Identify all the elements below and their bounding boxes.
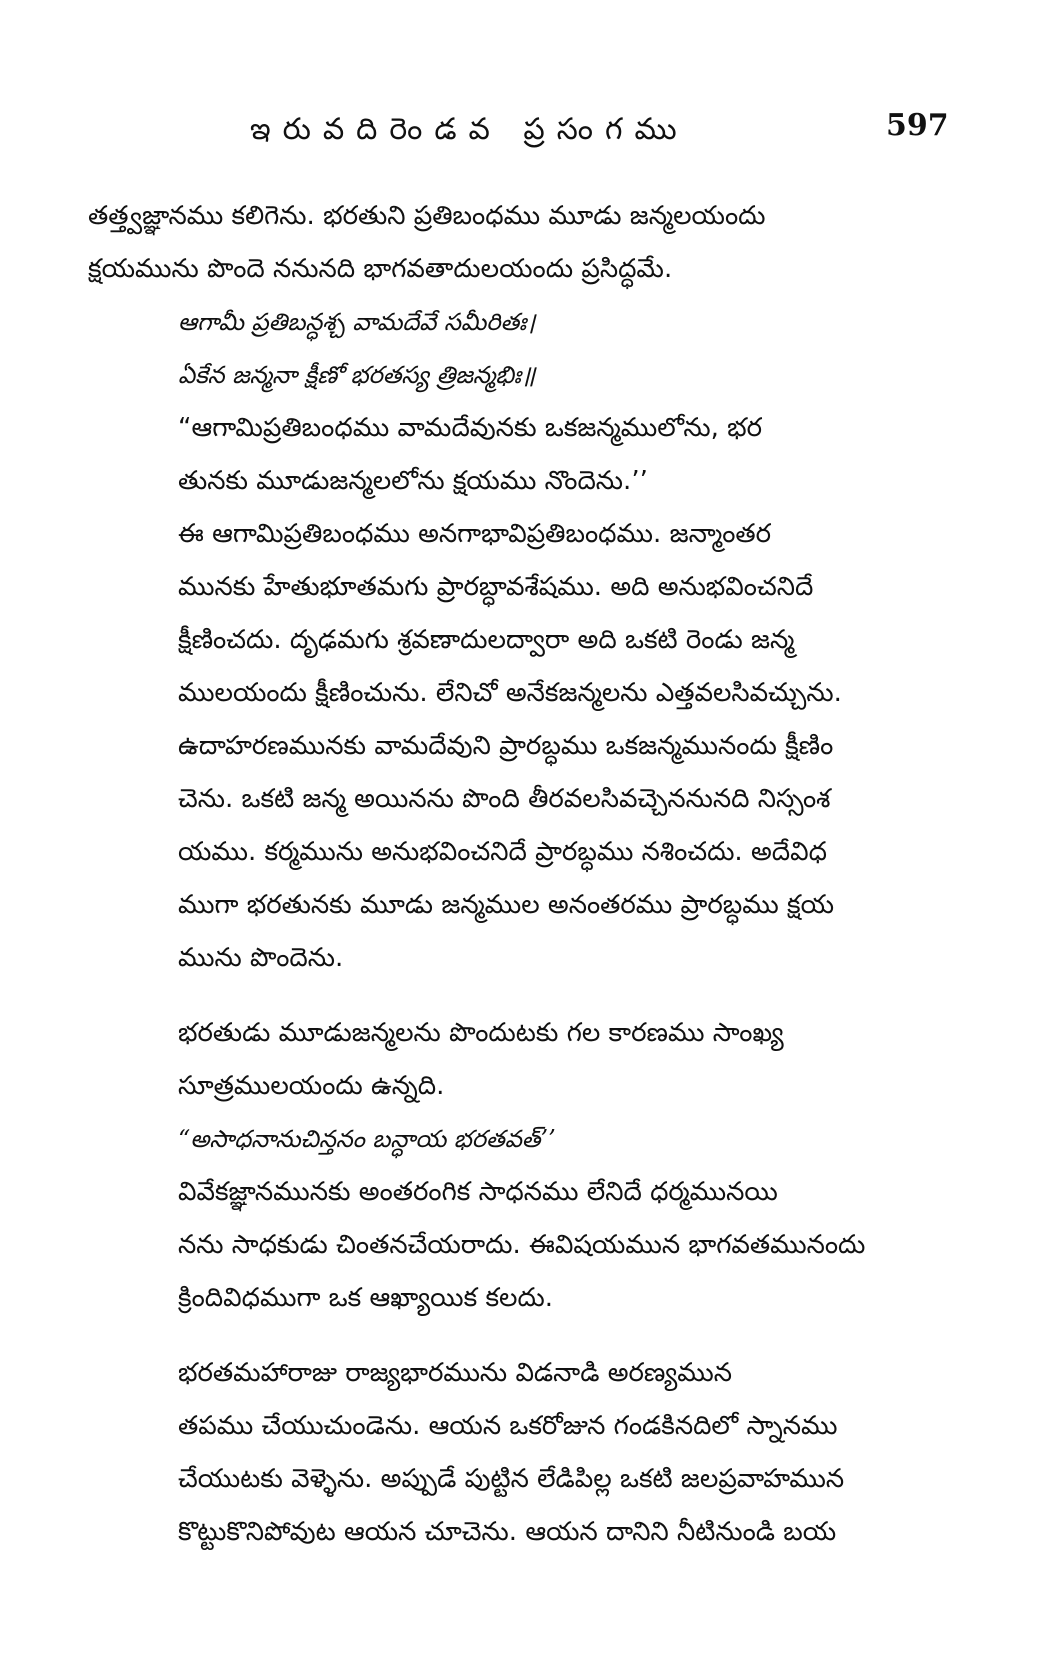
verse-line: ఏకేన జన్మనా క్షీణో భరతస్య త్రిజన్మభిః॥	[178, 361, 536, 389]
verse-line: “అసాధనానుచిన్తనం బన్ధాయ భరతవత్’’	[178, 1125, 556, 1153]
text-line: చేయుటకు వెళ్ళెను. అప్పుడే పుట్టిన లేడిపిల్ల ఒకటి జలప్రవాహమున	[178, 1464, 845, 1494]
text-line: ములయందు క్షీణించును. లేనిచో అనేకజన్మలను ఎత్తవలసివచ్చును.	[178, 678, 842, 708]
text-line: మునకు హేతుభూతమగు ప్రారబ్ధావశేషము. అది అనుభవించనిదే	[178, 572, 814, 602]
text-line: యము. కర్మమును అనుభవించనిదే ప్రారబ్ధము నశించదు. అదేవిధ	[178, 837, 827, 867]
paragraph	[88, 508, 954, 985]
text-line: తునకు మూడుజన్మలలోను క్షయము నొందెను.’’	[178, 466, 648, 496]
text-line: మును పొందెను.	[178, 943, 344, 973]
running-head: ఇరువదిరెండవ ప్రసంగము	[250, 112, 689, 147]
paragraph	[88, 1007, 954, 1113]
text-line: కొట్టుకొనిపోవుట ఆయన చూచెను. ఆయన దానిని నీటినుండి బయ	[178, 1517, 837, 1547]
text-line: క్రిందివిధముగా ఒక ఆఖ్యాయిక కలదు.	[178, 1283, 554, 1313]
text-line: భరతుడు మూడుజన్మలను పొందుటకు గల కారణము సాంఖ్య	[178, 1018, 784, 1048]
text-line: ఈ ఆగామిప్రతిబంధము అనగాభావిప్రతిబంధము. జన్మాంతర	[178, 519, 772, 549]
verse-block	[88, 296, 954, 402]
page-header	[0, 108, 1038, 156]
text-line: క్షీణించదు. దృఢమగు శ్రవణాదులద్వారా అది ఒకటి రెండు జన్మ	[178, 625, 795, 655]
text-line: ఉదాహరణమునకు వామదేవుని ప్రారబ్ధము ఒకజన్మమునందు క్షీణిం	[178, 731, 834, 761]
text-line: భరతమహారాజు రాజ్యభారమును విడనాడి అరణ్యమున	[178, 1358, 733, 1388]
text-line: నను సాధకుడు చింతనచేయరాదు. ఈవిషయమున భాగవతమునందు	[178, 1230, 866, 1260]
text-line: సూత్రములయందు ఉన్నది.	[178, 1071, 445, 1101]
text-line: “ఆగామిప్రతిబంధము వామదేవునకు ఒకజన్మములోను, భర	[178, 413, 763, 443]
verse-block	[88, 1113, 954, 1166]
text-line: చెను. ఒకటి జన్మ అయినను పొంది తీరవలసివచ్చెననునది నిస్సంశ	[178, 784, 831, 814]
text-line: ముగా భరతునకు మూడు జన్మముల అనంతరము ప్రారబ్ధము క్షయ	[178, 890, 835, 920]
text-line: తపము చేయుచుండెను. ఆయన ఒకరోజున గండకినదిలో స్నానము	[178, 1411, 838, 1441]
page-number: 597	[886, 108, 949, 143]
paragraph	[88, 190, 954, 296]
text-line: క్షయమును పొందె ననునది భాగవతాదులయందు ప్రసిద్ధమే.	[88, 254, 673, 284]
verse-line: ఆగామీ ప్రతిబన్ధశ్చ వామదేవే సమీరితః।	[178, 308, 536, 336]
text-line: వివేకజ్ఞానమునకు అంతరంగిక సాధనము లేనిదే ధర్మమునయి	[178, 1177, 778, 1207]
paragraph	[88, 402, 954, 508]
paragraph	[88, 1347, 954, 1559]
paragraph	[88, 1166, 954, 1325]
body-text	[88, 190, 954, 1559]
text-line: తత్త్వజ్ఞానము కలిగెను. భరతుని ప్రతిబంధము మూడు జన్మలయందు	[88, 201, 766, 231]
